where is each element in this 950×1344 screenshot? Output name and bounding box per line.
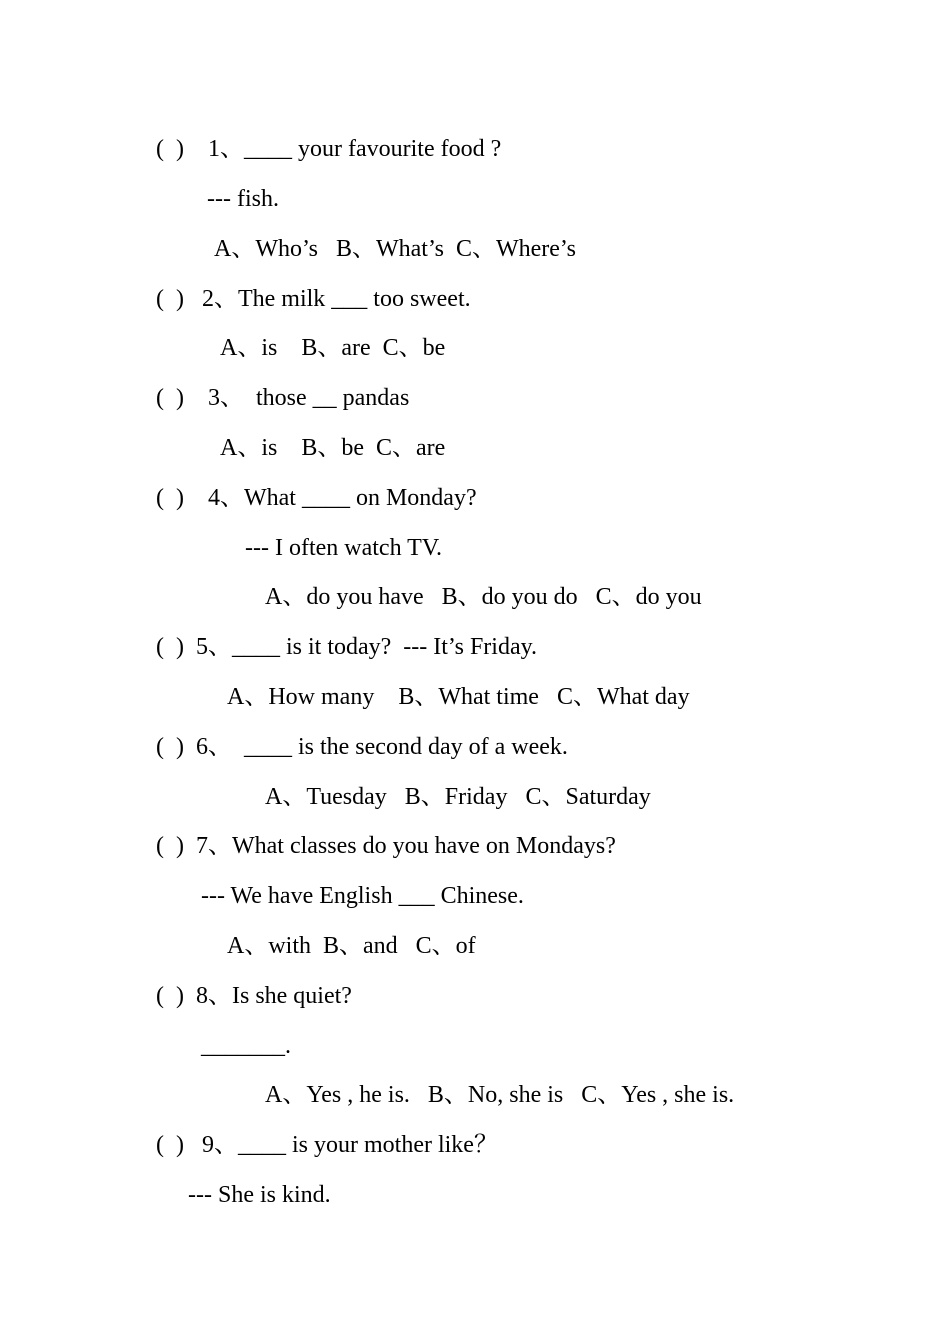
question-3-options: A、is B、be C、are bbox=[220, 435, 446, 461]
question-8-options: A、Yes , he is. B、No, she is C、Yes , she is. bbox=[265, 1082, 735, 1108]
question-2-options: A、is B、are C、be bbox=[220, 335, 446, 361]
question-2: ( ) 2、The milk ___ too sweet. bbox=[156, 286, 471, 312]
question-4: ( ) 4、What ____ on Monday? bbox=[156, 485, 477, 511]
question-7-options: A、with B、and C、of bbox=[227, 933, 476, 959]
question-4-options: A、do you have B、do you do C、do you bbox=[265, 584, 702, 610]
question-7: ( ) 7、What classes do you have on Mondays? bbox=[156, 833, 616, 859]
question-8: ( ) 8、Is she quiet? bbox=[156, 983, 352, 1009]
question-7-answer: --- We have English ___ Chinese. bbox=[201, 883, 524, 909]
question-6: ( ) 6、 ____ is the second day of a week. bbox=[156, 734, 568, 760]
question-3: ( ) 3、 those __ pandas bbox=[156, 385, 410, 411]
question-6-options: A、Tuesday B、Friday C、Saturday bbox=[265, 784, 651, 810]
question-5-options: A、How many B、What time C、What day bbox=[227, 684, 690, 710]
question-5: ( ) 5、____ is it today? --- It’s Friday. bbox=[156, 634, 538, 660]
question-9: ( ) 9、____ is your mother like？ bbox=[156, 1132, 498, 1158]
question-1-answer: --- fish. bbox=[207, 186, 279, 212]
question-4-answer: --- I often watch TV. bbox=[245, 535, 443, 561]
question-1-options: A、Who’s B、What’s C、Where’s bbox=[214, 236, 576, 262]
question-1: ( ) 1、____ your favourite food ? bbox=[156, 136, 502, 162]
question-8-answer: _______. bbox=[201, 1033, 291, 1059]
question-9-answer: --- She is kind. bbox=[188, 1182, 331, 1208]
